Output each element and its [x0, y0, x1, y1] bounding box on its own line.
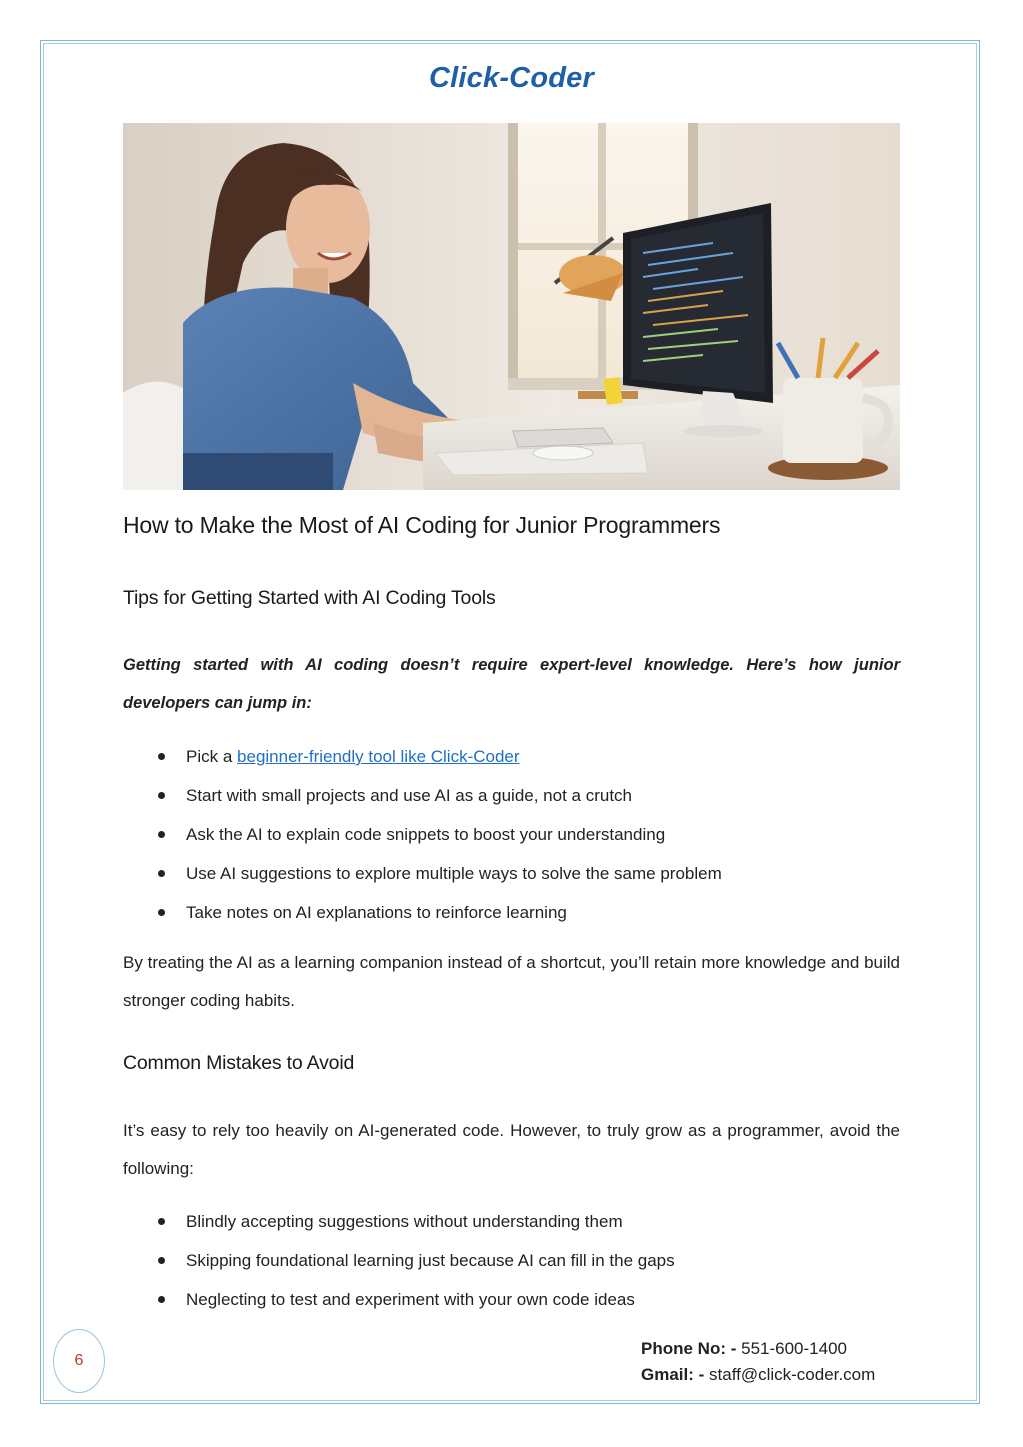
phone-label: Phone No: - — [641, 1339, 737, 1358]
bullet-icon — [158, 792, 165, 799]
page-number: 6 — [53, 1329, 105, 1393]
email-label: Gmail: - — [641, 1365, 705, 1384]
email-line — [641, 1362, 875, 1388]
list-item-text: Skipping foundational learning just because AI can fill in the gaps — [186, 1251, 675, 1270]
contact-info — [641, 1336, 875, 1388]
list-item — [123, 1280, 900, 1319]
list-item-text: Use AI suggestions to explore multiple ways to solve the same problem — [186, 864, 722, 883]
article-title: How to Make the Most of AI Coding for Junior Programmers — [123, 512, 721, 538]
section-closing-tips: By treating the AI as a learning companion instead of a shortcut, you’ll retain more knowledge and build stronger coding habits. — [123, 953, 900, 1010]
list-item-text: Take notes on AI explanations to reinforce learning — [186, 903, 567, 922]
list-item — [123, 854, 900, 893]
click-coder-link[interactable]: beginner-friendly tool like Click-Coder — [237, 747, 520, 766]
list-item — [123, 1241, 900, 1280]
bullet-icon — [158, 1218, 165, 1225]
list-item — [123, 815, 900, 854]
email-value: staff@click-coder.com — [704, 1365, 876, 1384]
mistakes-list — [123, 1202, 900, 1319]
section-heading-mistakes: Common Mistakes to Avoid — [123, 1052, 355, 1074]
section-intro-tips: Getting started with AI coding doesn’t require expert-level knowledge. Here’s how junior developers can jump in: — [123, 656, 900, 712]
list-item-text: Ask the AI to explain code snippets to boost your understanding — [186, 825, 666, 844]
section-heading-tips: Tips for Getting Started with AI Coding Tools — [123, 587, 496, 609]
bullet-icon — [158, 870, 165, 877]
list-item — [123, 737, 900, 776]
list-item-text: Blindly accepting suggestions without understanding them — [186, 1212, 623, 1231]
section-intro-mistakes: It’s easy to rely too heavily on AI-generated code. However, to truly grow as a programmer, avoid the following: — [123, 1121, 900, 1178]
phone-line — [641, 1336, 875, 1362]
bullet-icon — [158, 1257, 165, 1264]
photo-illustration-icon — [123, 123, 900, 490]
bullet-icon — [158, 909, 165, 916]
brand-title: Click-Coder — [429, 62, 594, 94]
bullet-icon — [158, 1296, 165, 1303]
list-item-prefix: Pick a — [186, 747, 238, 766]
bullet-icon — [158, 753, 165, 760]
list-item — [123, 893, 900, 932]
list-item — [123, 776, 900, 815]
list-item-text: Neglecting to test and experiment with your own code ideas — [186, 1290, 635, 1309]
bullet-icon — [158, 831, 165, 838]
hero-image — [123, 123, 900, 490]
list-item — [123, 1202, 900, 1241]
list-item-text: Start with small projects and use AI as a guide, not a crutch — [186, 786, 633, 805]
phone-value: 551-600-1400 — [736, 1339, 847, 1358]
tips-list — [123, 737, 900, 932]
